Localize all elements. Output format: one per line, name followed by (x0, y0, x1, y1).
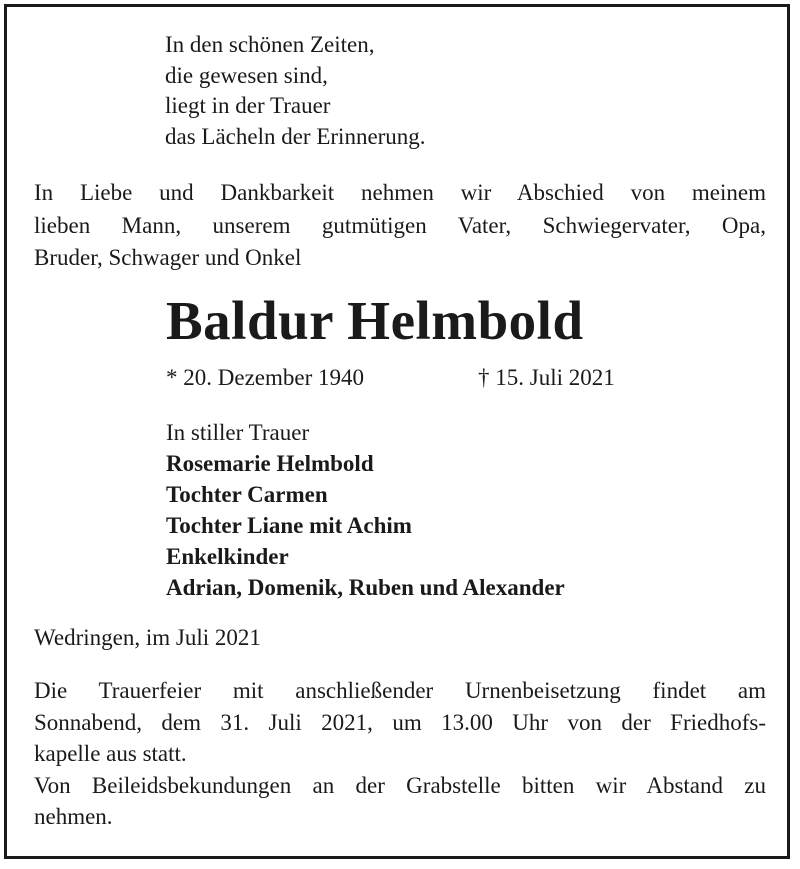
mourners-heading: In stiller Trauer (166, 420, 310, 445)
deceased-name: Baldur Helmbold (166, 290, 584, 351)
intro-line: Bruder, Schwager und Onkel (34, 245, 302, 270)
mourner-name: Adrian, Domenik, Ruben und Alexander (166, 575, 565, 600)
poem-line: In den schönen Zeiten, (165, 32, 375, 57)
memorial-poem (165, 30, 426, 152)
service-line: nehmen. (34, 804, 113, 829)
intro-line: In Liebe und Dankbarkeit nehmen wir Abschied von meinem (34, 180, 766, 205)
funeral-service-notice (34, 675, 766, 833)
service-line: Sonnabend, dem 31. Juli 2021, um 13.00 Uhr von der Friedhofs- (34, 709, 766, 735)
poem-line: liegt in der Trauer (165, 93, 331, 118)
death-date: † 15. Juli 2021 (478, 365, 615, 390)
poem-line: das Lächeln der Erinnerung. (165, 123, 426, 149)
intro-line: lieben Mann, unserem gutmütigen Vater, Schwiegervater, Opa, (34, 212, 766, 238)
service-line: Von Beileidsbekundungen an der Grabstelle bitten wir Abstand zu (34, 772, 766, 798)
mourner-name: Enkelkinder (166, 544, 289, 569)
mourner-name: Rosemarie Helmbold (166, 451, 374, 476)
mourners-list (166, 417, 565, 603)
farewell-intro (34, 177, 766, 275)
service-line: Die Trauerfeier mit anschließender Urnenbeisetzung findet am (34, 678, 766, 703)
mourner-name: Tochter Liane mit Achim (166, 513, 412, 538)
service-line: kapelle aus statt. (34, 741, 187, 766)
mourner-name: Tochter Carmen (166, 482, 328, 507)
poem-line: die gewesen sind, (165, 62, 328, 88)
place-and-date: Wedringen, im Juli 2021 (34, 625, 261, 650)
birth-date: * 20. Dezember 1940 (166, 365, 364, 390)
